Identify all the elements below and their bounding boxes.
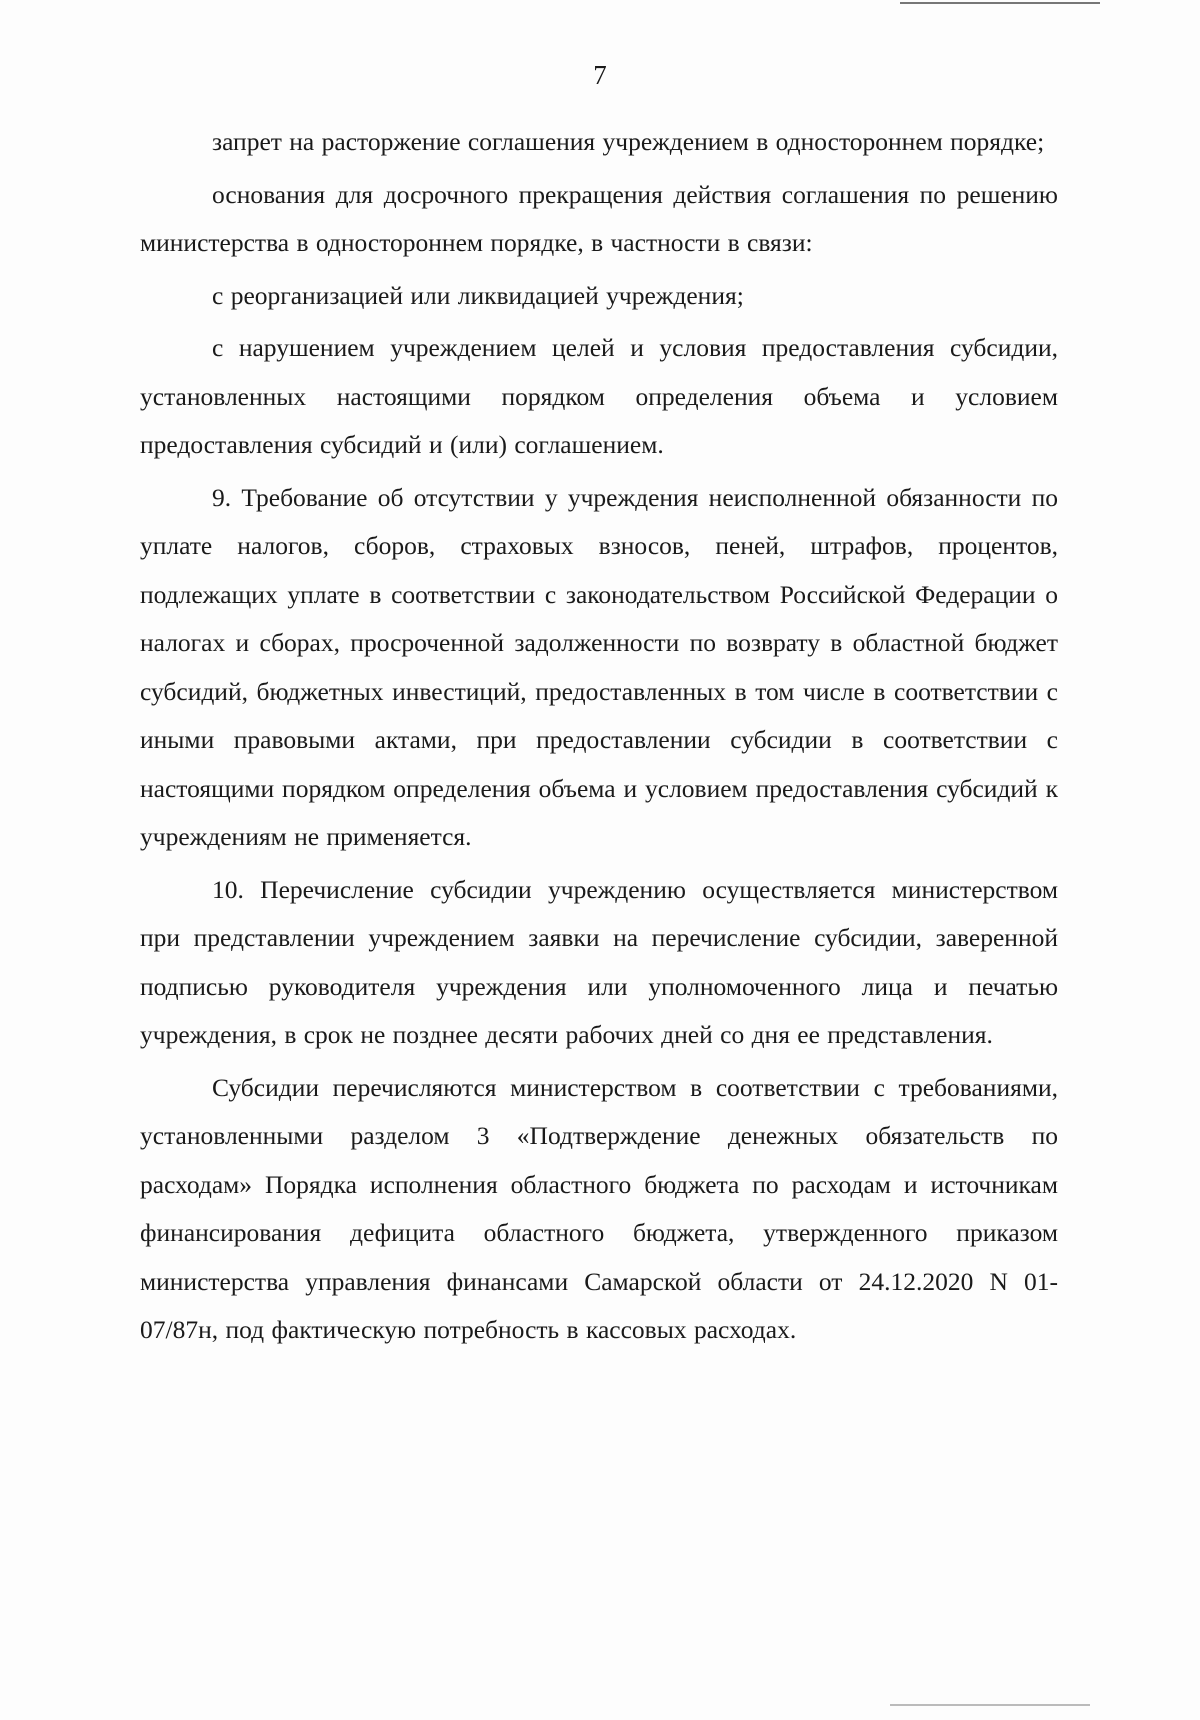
scan-edge-bottom xyxy=(890,1704,1090,1706)
paragraph-7: Субсидии перечисляются министерством в соответствии с требованиями, установленными разделом 3 «Подтверждение денежных обязательств по расходам» Порядка исполнения областного бюджета по расходам и источникам финансирования дефицита областного бюджета, утвержденного приказом министерства управления финансами Самарской области от 24.12.2020 N 01-07/87н, под фактическую потребность в кассовых расходах. xyxy=(140,1072,1058,1344)
paragraph-2: основания для досрочного прекращения действия соглашения по решению министерства в одностороннем порядке, в частности в связи: xyxy=(140,179,1058,257)
scan-edge-top xyxy=(900,2,1100,4)
paragraph-1: запрет на расторжение соглашения учреждением в одностороннем порядке; xyxy=(212,127,1045,156)
paragraph-4: с нарушением учреждением целей и условия предоставления субсидии, установленных настоящими порядком определения объема и условием предоставления субсидий и (или) соглашением. xyxy=(140,333,1058,459)
document-body xyxy=(140,118,1058,1359)
page-number: 7 xyxy=(593,60,607,90)
paragraph-3: с реорганизацией или ликвидацией учреждения; xyxy=(212,280,744,310)
paragraph-6: 10. Перечисление субсидии учреждению осуществляется министерством при представлении учреждением заявки на перечисление субсидии, заверенной подписью руководителя учреждения или уполномоченного лица и печатью учреждения, в срок не позднее десяти рабочих дней со дня ее представления. xyxy=(140,874,1058,1049)
paragraph-5: 9. Требование об отсутствии у учреждения неисполненной обязанности по уплате налогов, сборов, страховых взносов, пеней, штрафов, процентов, подлежащих уплате в соответствии с законодательством Российской Федерации о налогах и сборах, просроченной задолженности по возврату в областной бюджет субсидий, бюджетных инвестиций, предоставленных в том числе в соответствии с иными правовыми актами, при предоставлении субсидии в соответствии с настоящими порядком определения объема и условием предоставления субсидий к учреждениям не применяется. xyxy=(140,482,1058,851)
